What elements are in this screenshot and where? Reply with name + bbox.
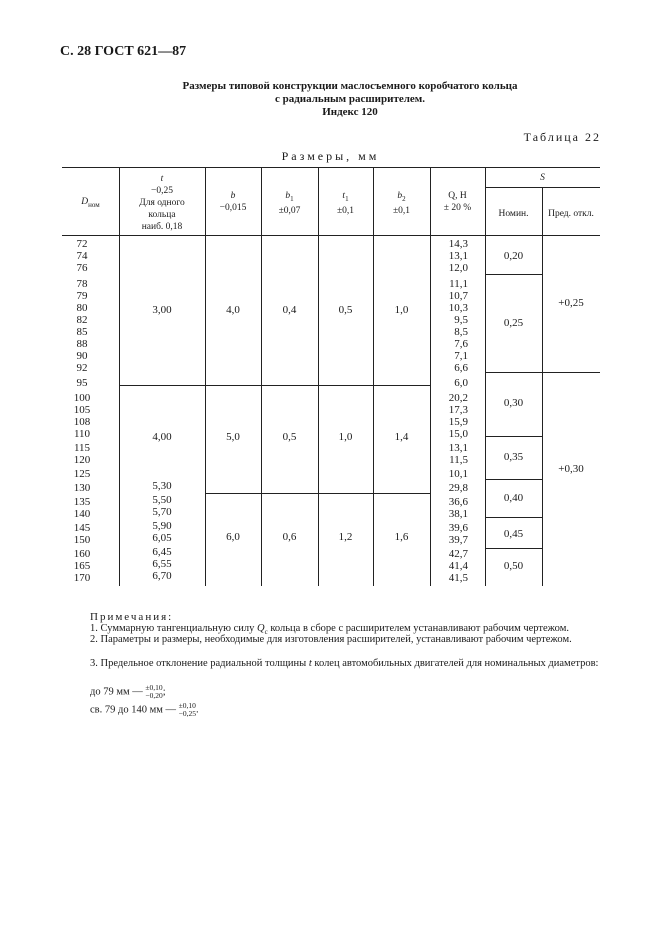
t-cell: 6,55 — [152, 558, 172, 570]
diameter-cell: 80 — [76, 302, 88, 314]
q-cell: 39,7 — [448, 534, 468, 546]
title-line-1: Размеры типовой конструкции маслосъемного коробчатого кольца — [182, 80, 518, 92]
q-cell: 10,7 — [448, 290, 468, 302]
q-cell: 17,3 — [448, 404, 468, 416]
note-1: 1. Суммарную тангенциальную силу $Q_c$ кольца в сборе с расширителем устанавливают рабочим чертежом. — [90, 623, 569, 637]
q-cell: 41,5 — [448, 572, 468, 584]
q-cell: 13,1 — [448, 442, 468, 454]
notes-heading: Примечания: — [90, 611, 174, 623]
q-cell: 9,5 — [454, 314, 468, 326]
g2-t: 4,00 — [152, 431, 172, 443]
q-cell: 10,1 — [448, 468, 468, 480]
sizes-caption: Размеры, мм — [281, 149, 380, 163]
s-nom-7: 0,50 — [503, 560, 524, 572]
diameter-cell: 100 — [73, 392, 91, 404]
s-nom-3: 0,30 — [503, 397, 524, 409]
q-cell: 13,1 — [448, 250, 468, 262]
t-cell: 5,50 — [152, 494, 172, 506]
diameter-cell: 78 — [76, 278, 88, 290]
diameter-cell: 165 — [73, 560, 91, 572]
g3-b1: 0,6 — [282, 531, 297, 543]
diameter-cell: 76 — [76, 262, 88, 274]
header-d-nom: $D_{ном}$ — [81, 197, 100, 209]
diameter-cell: 125 — [73, 468, 91, 480]
diameter-cell: 135 — [73, 496, 91, 508]
t-cell: 6,70 — [152, 570, 172, 582]
q-cell: 7,1 — [454, 350, 468, 362]
g2-b2: 1,4 — [394, 431, 409, 443]
header-b: b −0,015 — [219, 191, 247, 213]
q-cell: 41,4 — [448, 560, 468, 572]
q-cell: 15,0 — [448, 428, 468, 440]
t-cell: 5,70 — [152, 506, 172, 518]
title-line-3: Индекс 120 — [322, 106, 378, 118]
page-header: С. 28 ГОСТ 621—87 — [60, 44, 187, 59]
q-cell: 8,5 — [454, 326, 468, 338]
diameter-cell: 150 — [73, 534, 91, 546]
s-tol-2: +0,30 — [558, 463, 584, 475]
header-b2: $b_2$ ±0,1 — [392, 191, 411, 216]
table-number: Таблица 22 — [523, 130, 601, 144]
diameter-column — [62, 238, 102, 584]
q-cell: 39,6 — [448, 522, 468, 534]
q-cell: 6,0 — [454, 377, 468, 389]
header-s: S — [540, 173, 545, 183]
g1-t: 3,00 — [152, 304, 172, 316]
t-cell: 5,30 — [152, 480, 172, 492]
g1-b2: 1,0 — [394, 304, 409, 316]
header-s-tol: Пред. откл. — [548, 209, 594, 219]
diameter-cell: 105 — [73, 404, 91, 416]
header-q: Q, Н ± 20 % — [443, 191, 472, 213]
diameter-cell: 74 — [76, 250, 88, 262]
q-cell: 6,6 — [454, 362, 468, 374]
diameter-cell: 90 — [76, 350, 88, 362]
q-column — [430, 238, 468, 584]
g1-t1: 0,5 — [338, 304, 353, 316]
header-t: t −0,25 Для одного кольца наиб. 0,18 — [139, 174, 185, 232]
s-tol-1: +0,25 — [558, 297, 584, 309]
note-3b: св. 79 до 140 мм — ±0,10 −0,25. — [90, 701, 199, 718]
diameter-cell: 110 — [73, 428, 91, 440]
diameter-cell: 82 — [76, 314, 88, 326]
diameter-cell: 88 — [76, 338, 88, 350]
header-s-nom: Номин. — [498, 209, 529, 219]
diameter-cell: 140 — [73, 508, 91, 520]
diameter-cell: 79 — [76, 290, 88, 302]
g2-b: 5,0 — [226, 431, 240, 443]
note-3: 3. Предельное отклонение радиальной толщины t колец автомобильных двигателей для номинальных диаметров: — [90, 658, 599, 669]
q-cell: 11,1 — [449, 278, 468, 290]
diameter-cell: 120 — [73, 454, 91, 466]
q-cell: 36,6 — [448, 496, 468, 508]
g3-t1: 1,2 — [338, 531, 353, 543]
q-cell: 42,7 — [448, 548, 468, 560]
t-column-group3 — [119, 480, 205, 582]
q-cell: 7,6 — [454, 338, 468, 350]
s-nom-6: 0,45 — [503, 528, 524, 540]
q-cell: 14,3 — [448, 238, 468, 250]
note-3a: до 79 мм — ±0,10 −0,20; — [90, 683, 166, 700]
diameter-cell: 170 — [73, 572, 91, 584]
g1-b: 4,0 — [226, 304, 240, 316]
diameter-cell: 115 — [73, 442, 91, 454]
s-nom-1: 0,20 — [503, 250, 524, 262]
diameter-cell: 95 — [76, 377, 88, 389]
g3-b2: 1,6 — [394, 531, 409, 543]
s-nom-5: 0,40 — [503, 492, 524, 504]
diameter-cell: 72 — [76, 238, 88, 250]
t-cell: 6,45 — [152, 546, 172, 558]
q-cell: 10,3 — [448, 302, 468, 314]
g1-b1: 0,4 — [282, 304, 297, 316]
s-nom-2: 0,25 — [503, 317, 524, 329]
q-cell: 12,0 — [448, 262, 468, 274]
q-cell: 15,9 — [448, 416, 468, 428]
q-cell: 38,1 — [448, 508, 468, 520]
diameter-cell: 160 — [73, 548, 91, 560]
diameter-cell: 85 — [76, 326, 88, 338]
diameter-cell: 130 — [73, 482, 91, 494]
q-cell: 11,5 — [449, 454, 468, 466]
q-cell: 20,2 — [448, 392, 468, 404]
diameter-cell: 108 — [73, 416, 91, 428]
header-t1: $t_1$ ±0,1 — [336, 191, 355, 216]
q-cell: 29,8 — [448, 482, 468, 494]
g2-t1: 1,0 — [338, 431, 353, 443]
g2-b1: 0,5 — [282, 431, 297, 443]
s-nom-4: 0,35 — [503, 451, 524, 463]
diameter-cell: 145 — [73, 522, 91, 534]
header-b1: $b_1$ ±0,07 — [278, 191, 301, 216]
note-2: 2. Параметры и размеры, необходимые для изготовления расширителей, устанавливают рабочим чертежом. — [90, 634, 572, 645]
diameter-cell: 92 — [76, 362, 88, 374]
g3-b: 6,0 — [226, 531, 240, 543]
title-line-2: с радиальным расширителем. — [274, 93, 426, 105]
t-cell: 6,05 — [152, 532, 172, 544]
t-cell: 5,90 — [152, 520, 172, 532]
